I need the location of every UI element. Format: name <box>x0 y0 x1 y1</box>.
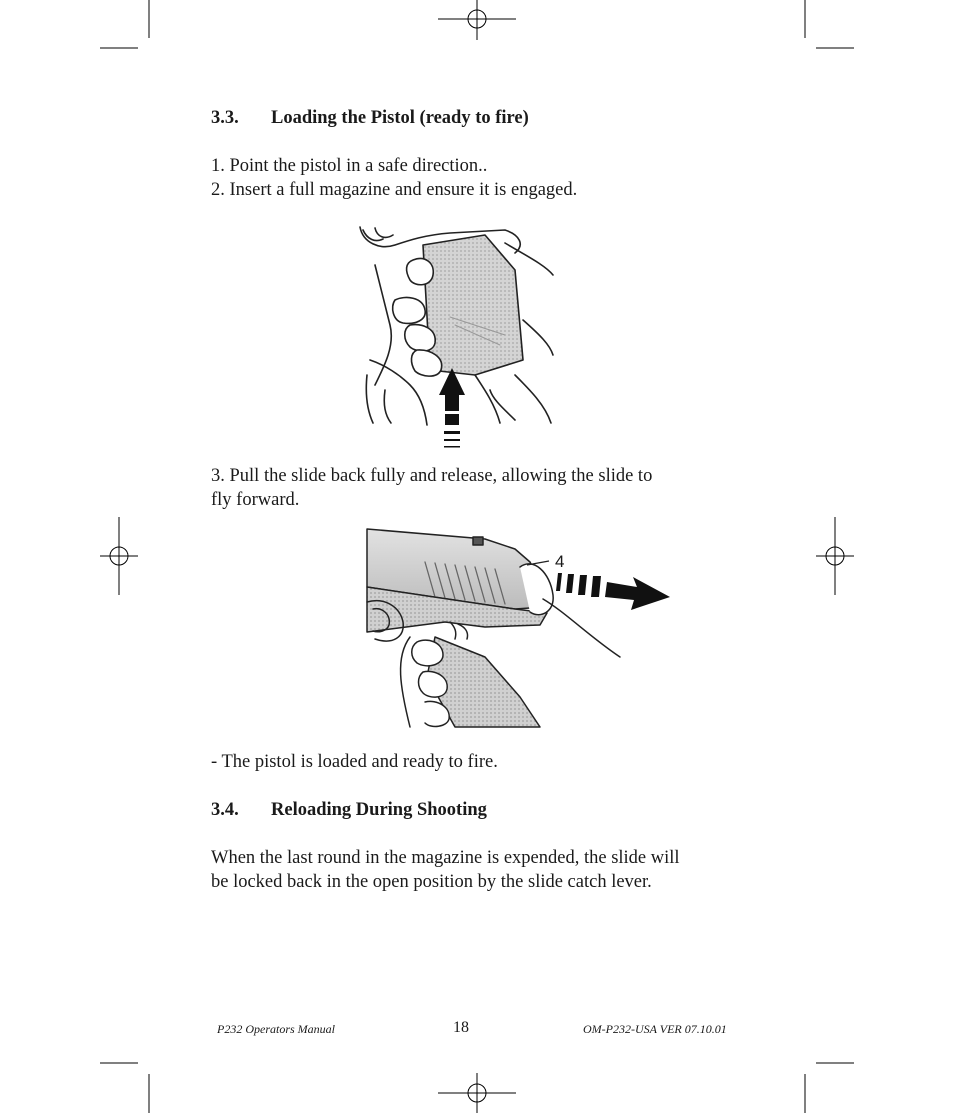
registration-mark-left <box>100 517 138 595</box>
step-2: 2. Insert a full magazine and ensure it is engaged. <box>211 180 578 200</box>
reload-paragraph-line-1: When the last round in the magazine is expended, the slide will <box>211 848 680 868</box>
section-3-4-heading <box>211 798 487 822</box>
page-number: 18 <box>453 1019 469 1036</box>
footer-version: OM-P232-USA VER 07.10.01 <box>583 1022 727 1036</box>
figure-insert-magazine <box>355 225 555 450</box>
registration-mark-bottom <box>438 1073 516 1113</box>
section-title: Reloading During Shooting <box>271 800 487 820</box>
reload-paragraph-line-2: be locked back in the open position by the slide catch lever. <box>211 872 652 892</box>
footer-manual-title: P232 Operators Manual <box>217 1022 335 1036</box>
registration-mark-top <box>438 0 516 40</box>
loaded-note: - The pistol is loaded and ready to fire. <box>211 752 498 772</box>
section-number: 3.4. <box>211 800 239 820</box>
pull-direction-arrow <box>556 573 670 610</box>
step-1: 1. Point the pistol in a safe direction.. <box>211 156 488 176</box>
step-3-line-2: fly forward. <box>211 490 300 510</box>
insert-direction-arrow <box>439 368 465 448</box>
section-title: Loading the Pistol (ready to fire) <box>271 108 529 128</box>
step-3-line-1: 3. Pull the slide back fully and release, allowing the slide to <box>211 466 653 486</box>
registration-mark-right <box>816 517 854 595</box>
figure-callout-label: 4 <box>555 552 565 571</box>
figure-pull-slide <box>365 527 675 729</box>
section-3-3-heading <box>211 106 529 130</box>
section-number: 3.3. <box>211 108 239 128</box>
